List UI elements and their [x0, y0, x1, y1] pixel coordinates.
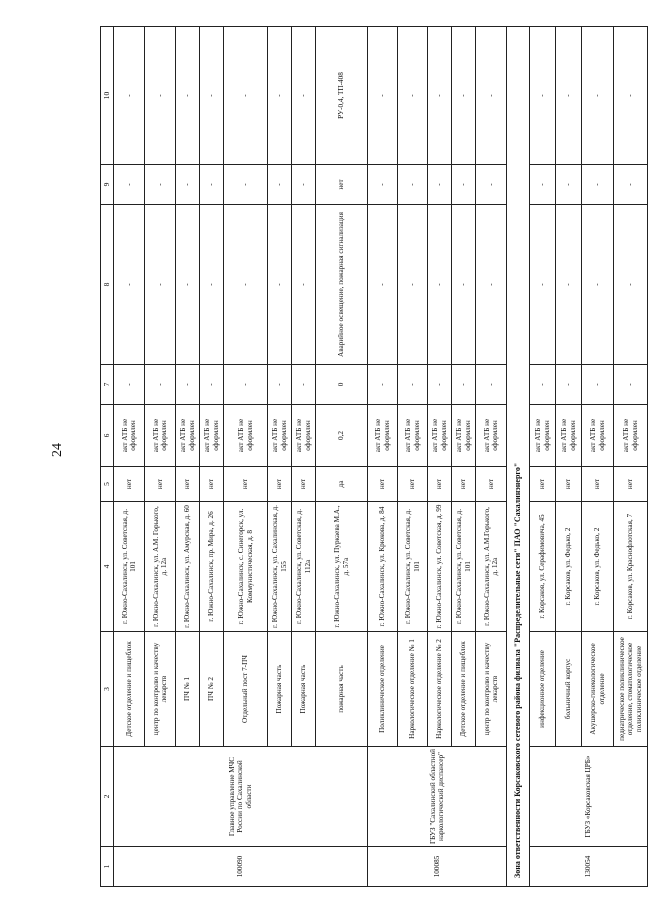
- reserve-flag: нет: [476, 467, 507, 502]
- group-mchs: [114, 27, 368, 887]
- object-address: г. Южно-Сахалинск, ул. Советская, д. 99: [428, 502, 452, 632]
- reserve-flag: нет: [145, 467, 176, 502]
- object-name: педиатрическое поликлиническое отделение, стоматологическое поликлиническое отделение: [614, 632, 648, 747]
- reserve-flag: нет: [452, 467, 476, 502]
- zone-row: [507, 27, 530, 887]
- col8-value: -: [398, 205, 428, 365]
- col10-value: -: [224, 27, 268, 165]
- col8-value: -: [368, 205, 398, 365]
- col-header: 5: [101, 467, 114, 502]
- col10-value: -: [368, 27, 398, 165]
- object-address: г. Корсаков, ул. Серафимовича, 45: [530, 502, 556, 632]
- col-header: 4: [101, 502, 114, 632]
- col10-value: -: [476, 27, 507, 165]
- col-header: 8: [101, 205, 114, 365]
- reserve-flag: нет: [268, 467, 292, 502]
- object-address: г. Южно-Сахалинск, с. Синегорск, ул. Коммунистическая, д. 8: [224, 502, 268, 632]
- atb-status: акт АТБ не оформлен: [176, 405, 200, 467]
- reserve-flag: нет: [368, 467, 398, 502]
- atb-status: акт АТБ не оформлен: [292, 405, 316, 467]
- col9-value: -: [176, 165, 200, 205]
- object-name: пожарная часть: [316, 632, 368, 747]
- col10-value: -: [530, 27, 556, 165]
- col7-value: -: [428, 365, 452, 405]
- col9-value: -: [268, 165, 292, 205]
- col9-value: -: [582, 165, 614, 205]
- col10-value: РУ-0,4, ТП-408: [316, 27, 368, 165]
- table-row: [530, 27, 556, 887]
- col8-value: -: [582, 205, 614, 365]
- col8-value: Аварийное освещение, пожарная сигнализация: [316, 205, 368, 365]
- col10-value: -: [268, 27, 292, 165]
- objects-table: [100, 26, 648, 887]
- object-name: Наркологическое отделение № 2: [428, 632, 452, 747]
- object-address: г. Южно-Сахалинск, ул. А.М.Горького, д. 12а: [476, 502, 507, 632]
- rotated-page: [100, 27, 643, 887]
- col9-value: -: [428, 165, 452, 205]
- col7-value: -: [614, 365, 648, 405]
- col8-value: -: [614, 205, 648, 365]
- atb-status: акт АТБ не оформлен: [556, 405, 582, 467]
- atb-status: акт АТБ не оформлен: [398, 405, 428, 467]
- col7-value: -: [452, 365, 476, 405]
- org-name: ГБУЗ «Корсаковская ЦРБ»: [530, 747, 648, 847]
- object-address: г. Южно-Сахалинск, ул. Сахалинская, д. 155: [268, 502, 292, 632]
- col7-value: -: [582, 365, 614, 405]
- object-name: Наркологическое отделение № 1: [398, 632, 428, 747]
- zone-title: Зона ответственности Корсаковского сетевого района филиала "Распределительные сети" ПАО "Сахалинэнерго": [507, 27, 530, 887]
- col9-value: -: [530, 165, 556, 205]
- col7-value: -: [530, 365, 556, 405]
- col7-value: -: [368, 365, 398, 405]
- col10-value: -: [556, 27, 582, 165]
- object-address: г. Южно-Сахалинск, ул. Амурская, д. 60: [176, 502, 200, 632]
- org-code: 130054: [530, 847, 648, 887]
- object-address: г. Южно-Сахалинск, ул. А.М. Горького, д. 12а: [145, 502, 176, 632]
- col8-value: -: [200, 205, 224, 365]
- atb-status: акт АТБ не оформлен: [452, 405, 476, 467]
- col9-value: -: [452, 165, 476, 205]
- group-narco: [368, 27, 507, 887]
- col-header: 1: [101, 847, 114, 887]
- group-korsakov: [530, 27, 648, 887]
- object-name: Детское отделение и пищеблок: [114, 632, 145, 747]
- col7-value: -: [114, 365, 145, 405]
- col9-value: -: [200, 165, 224, 205]
- col10-value: -: [145, 27, 176, 165]
- reserve-flag: нет: [428, 467, 452, 502]
- object-address: г. Южно-Сахалинск, ул. Советская, д. 101: [398, 502, 428, 632]
- col7-value: -: [292, 365, 316, 405]
- col10-value: -: [200, 27, 224, 165]
- atb-status: акт АТБ не оформлен: [224, 405, 268, 467]
- col9-value: -: [114, 165, 145, 205]
- col7-value: -: [398, 365, 428, 405]
- col7-value: -: [556, 365, 582, 405]
- reserve-flag: нет: [582, 467, 614, 502]
- col-header: 3: [101, 632, 114, 747]
- col7-value: -: [200, 365, 224, 405]
- col-header: 7: [101, 365, 114, 405]
- page-number: 24: [50, 443, 65, 457]
- col9-value: -: [145, 165, 176, 205]
- col8-value: -: [530, 205, 556, 365]
- table-row: [114, 27, 145, 887]
- object-address: г. Корсаков, ул. Краснофлотская, 7: [614, 502, 648, 632]
- atb-status: акт АТБ не оформлен: [114, 405, 145, 467]
- atb-status: акт АТБ не оформлен: [200, 405, 224, 467]
- object-name: Поликлиническое отделение: [368, 632, 398, 747]
- org-name: ГБУЗ "Сахалинский областной наркологический диспансер": [368, 747, 507, 847]
- object-address: г. Корсаков, ул. Федько, 2: [582, 502, 614, 632]
- org-code: 100085: [368, 847, 507, 887]
- col8-value: -: [292, 205, 316, 365]
- col9-value: нет: [316, 165, 368, 205]
- atb-status: акт АТБ не оформлен: [145, 405, 176, 467]
- col10-value: -: [614, 27, 648, 165]
- col8-value: -: [428, 205, 452, 365]
- col10-value: -: [176, 27, 200, 165]
- col10-value: -: [428, 27, 452, 165]
- col10-value: -: [114, 27, 145, 165]
- reserve-flag: да: [316, 467, 368, 502]
- reserve-flag: нет: [200, 467, 224, 502]
- reserve-flag: нет: [614, 467, 648, 502]
- object-name: Пожарная часть: [268, 632, 292, 747]
- col-header: 9: [101, 165, 114, 205]
- col7-value: -: [224, 365, 268, 405]
- org-code: 100090: [114, 847, 368, 887]
- object-address: г. Южно-Сахалинск, пр. Мира, д. 26: [200, 502, 224, 632]
- col8-value: -: [452, 205, 476, 365]
- col10-value: -: [452, 27, 476, 165]
- object-address: г. Корсаков, ул. Федько, 2: [556, 502, 582, 632]
- reserve-flag: нет: [398, 467, 428, 502]
- col7-value: -: [145, 365, 176, 405]
- col9-value: -: [614, 165, 648, 205]
- col7-value: -: [176, 365, 200, 405]
- atb-status: акт АТБ не оформлен: [428, 405, 452, 467]
- col8-value: -: [114, 205, 145, 365]
- reserve-flag: нет: [114, 467, 145, 502]
- object-name: центр по контролю и качеству лекарств: [145, 632, 176, 747]
- object-name: Отдельный пост 7-ПЧ: [224, 632, 268, 747]
- reserve-flag: нет: [556, 467, 582, 502]
- col10-value: -: [582, 27, 614, 165]
- col9-value: -: [292, 165, 316, 205]
- object-address: г. Южно-Сахалинск, ул. Крюкова, д. 84: [368, 502, 398, 632]
- col9-value: -: [556, 165, 582, 205]
- col-header: 2: [101, 747, 114, 847]
- object-name: ПЧ № 1: [176, 632, 200, 747]
- col10-value: -: [398, 27, 428, 165]
- col9-value: -: [368, 165, 398, 205]
- col8-value: -: [556, 205, 582, 365]
- col7-value: -: [476, 365, 507, 405]
- col10-value: -: [292, 27, 316, 165]
- reserve-flag: нет: [292, 467, 316, 502]
- header-row: [101, 27, 114, 887]
- col9-value: -: [398, 165, 428, 205]
- atb-status: акт АТБ не оформлен: [530, 405, 556, 467]
- col8-value: -: [476, 205, 507, 365]
- object-name: Детское отделение и пищеблок: [452, 632, 476, 747]
- object-name: ПЧ № 2: [200, 632, 224, 747]
- col7-value: -: [268, 365, 292, 405]
- object-name: больничный корпус: [556, 632, 582, 747]
- atb-status: акт АТБ не оформлен: [476, 405, 507, 467]
- object-address: г. Южно-Сахалинск, ул. Советская, д. 112а: [292, 502, 316, 632]
- object-address: г. Южно-Сахалинск, ул. Пуркаева М.А., д. 57а: [316, 502, 368, 632]
- org-name: Главное управление МЧС России по Сахалинской области: [114, 747, 368, 847]
- col-header: 6: [101, 405, 114, 467]
- col8-value: -: [145, 205, 176, 365]
- atb-status: акт АТБ не оформлен: [582, 405, 614, 467]
- col-header: 10: [101, 27, 114, 165]
- reserve-flag: нет: [224, 467, 268, 502]
- col8-value: -: [176, 205, 200, 365]
- col9-value: -: [476, 165, 507, 205]
- col9-value: -: [224, 165, 268, 205]
- object-name: Пожарная часть: [292, 632, 316, 747]
- reserve-flag: нет: [530, 467, 556, 502]
- object-address: г. Южно-Сахалинск, ул. Советская, д. 101: [114, 502, 145, 632]
- object-address: г. Южно-Сахалинск, ул. Советская, д. 101: [452, 502, 476, 632]
- reserve-flag: нет: [176, 467, 200, 502]
- table-row: [368, 27, 398, 887]
- atb-status: 0,2: [316, 405, 368, 467]
- object-name: центр по контролю и качеству лекарств: [476, 632, 507, 747]
- col8-value: -: [268, 205, 292, 365]
- atb-status: акт АТБ не оформлен: [368, 405, 398, 467]
- col7-value: 0: [316, 365, 368, 405]
- object-name: инфекционное отделение: [530, 632, 556, 747]
- atb-status: акт АТБ не оформлен: [614, 405, 648, 467]
- object-name: Акушерско-гинекологическое отделение: [582, 632, 614, 747]
- atb-status: акт АТБ не оформлен: [268, 405, 292, 467]
- col8-value: -: [224, 205, 268, 365]
